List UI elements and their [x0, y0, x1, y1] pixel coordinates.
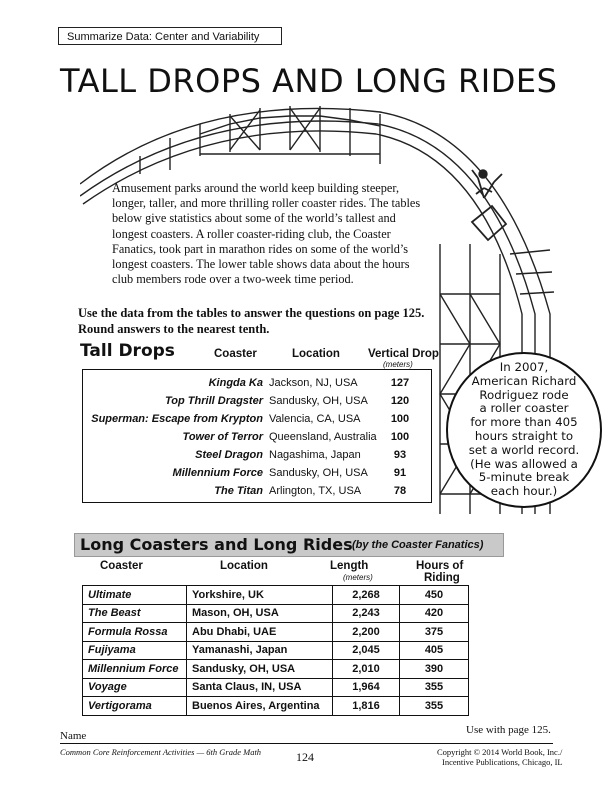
vertical-drop: 78 [393, 485, 407, 497]
coaster-location: Abu Dhabi, UAE [187, 623, 333, 642]
instructions-line-2: Round answers to the nearest tenth. [78, 322, 270, 336]
tall-drops-title: Tall Drops [80, 341, 175, 361]
long-header-location: Location [220, 560, 268, 572]
hours-of-riding: 420 [400, 604, 469, 623]
long-header-length-unit: (meters) [343, 573, 373, 582]
coaster-name: Steel Dragon [195, 449, 263, 461]
table-row [83, 464, 431, 482]
table-row [83, 410, 431, 428]
coaster-location: Yorkshire, UK [187, 586, 333, 605]
callout-line: each hour.) [490, 484, 558, 499]
copyright-line-1: Copyright © 2014 World Book, Inc./ [437, 747, 563, 757]
page-number: 124 [296, 750, 314, 764]
long-header-hours-1: Hours of [416, 560, 464, 572]
coaster-location: Queensland, Australia [269, 431, 377, 443]
hours-of-riding: 375 [400, 623, 469, 642]
callout-line: for more than 405 [470, 415, 578, 430]
copyright-line-2: Incentive Publications, Chicago, IL [442, 757, 563, 767]
hours-of-riding: 405 [400, 641, 469, 660]
instructions [78, 305, 438, 337]
coaster-length: 1,816 [333, 697, 400, 716]
callout-line: a roller coaster [479, 401, 569, 416]
coaster-name: Millennium Force [83, 660, 187, 679]
intro-paragraph: Amusement parks around the world keep building steeper, longer, taller, and more thrilling roller coaster rides. The tables below give statistics about some of the world’s tallest and longest coasters. A roller coaster-riding club, the Coaster Fanatics, took part in marathon rides on some of the world’s longest coasters. The lower table shows data about the hours club members rode over a two-week time period. [112, 181, 421, 287]
table-row [83, 604, 469, 623]
tall-drops-header-drop: Vertical Drop [368, 348, 439, 360]
page-title: TALL DROPS AND LONG RIDES [60, 62, 558, 100]
callout-line: American Richard [471, 373, 577, 388]
instructions-line-1: Use the data from the tables to answer the questions on page 125. [78, 306, 425, 320]
table-row [83, 392, 431, 410]
tall-drops-header-location: Location [292, 348, 340, 360]
tall-drops-table [82, 369, 432, 503]
footer-rule [60, 743, 553, 744]
coaster-location: Sandusky, OH, USA [269, 467, 368, 479]
coaster-name: The Titan [214, 485, 263, 497]
coaster-name: Tower of Terror [182, 431, 263, 443]
coaster-name: Top Thrill Dragster [165, 395, 263, 407]
coaster-location: Mason, OH, USA [187, 604, 333, 623]
coaster-name: Kingda Ka [208, 377, 263, 389]
coaster-name: Vertigorama [83, 697, 187, 716]
callout-line: hours straight to [474, 428, 574, 443]
coaster-name: Fujiyama [83, 641, 187, 660]
vertical-drop: 127 [390, 377, 410, 389]
tall-drops-header-coaster: Coaster [214, 348, 257, 360]
coaster-location: Buenos Aires, Argentina [187, 697, 333, 716]
vertical-drop: 100 [390, 413, 410, 425]
book-credit: Common Core Reinforcement Activities — 6th Grade Math [60, 747, 262, 757]
long-coasters-table [82, 585, 469, 716]
long-header-hours-2: Riding [424, 572, 460, 584]
coaster-location: Sandusky, OH, USA [187, 660, 333, 679]
table-row [83, 446, 431, 464]
callout-line: set a world record. [468, 442, 580, 457]
coaster-name: Superman: Escape from Krypton [91, 413, 263, 425]
coaster-name: Formula Rossa [83, 623, 187, 642]
coaster-location: Nagashima, Japan [269, 449, 361, 461]
table-row [83, 482, 431, 500]
callout-line: 5-minute break [478, 470, 570, 485]
coaster-name: The Beast [83, 604, 187, 623]
long-coasters-title: Long Coasters and Long Rides [80, 535, 353, 554]
coaster-length: 1,964 [333, 678, 400, 697]
table-row [83, 374, 431, 392]
table-row [83, 697, 469, 716]
coaster-name: Millennium Force [172, 467, 263, 479]
long-header-coaster: Coaster [100, 560, 143, 572]
vertical-drop: 91 [393, 467, 407, 479]
tall-drops-header-unit: (meters) [383, 360, 413, 369]
table-row [83, 678, 469, 697]
table-row [83, 641, 469, 660]
coaster-length: 2,243 [333, 604, 400, 623]
hours-of-riding: 355 [400, 678, 469, 697]
vertical-drop: 120 [390, 395, 410, 407]
long-header-length: Length [330, 560, 369, 572]
use-with-note: Use with page 125. [466, 724, 551, 736]
callout-line: Rodriguez rode [479, 387, 569, 402]
coaster-length: 2,268 [333, 586, 400, 605]
coaster-location: Jackson, NJ, USA [269, 377, 358, 389]
vertical-drop: 93 [393, 449, 407, 461]
table-row [83, 586, 469, 605]
table-row [83, 428, 431, 446]
hours-of-riding: 390 [400, 660, 469, 679]
name-label: Name [60, 730, 87, 742]
coaster-location: Yamanashi, Japan [187, 641, 333, 660]
coaster-length: 2,045 [333, 641, 400, 660]
vertical-drop: 100 [390, 431, 410, 443]
coaster-location: Sandusky, OH, USA [269, 395, 368, 407]
coaster-name: Ultimate [83, 586, 187, 605]
coaster-location: Arlington, TX, USA [269, 485, 362, 497]
coaster-name: Voyage [83, 678, 187, 697]
table-row [83, 623, 469, 642]
coaster-length: 2,010 [333, 660, 400, 679]
callout-line: In 2007, [499, 360, 549, 374]
coaster-length: 2,200 [333, 623, 400, 642]
hours-of-riding: 450 [400, 586, 469, 605]
callout-line: (He was allowed a [470, 456, 578, 471]
topic-label: Summarize Data: Center and Variability [58, 27, 282, 45]
long-coasters-subtitle: (by the Coaster Fanatics) [352, 539, 484, 551]
coaster-location: Santa Claus, IN, USA [187, 678, 333, 697]
coaster-location: Valencia, CA, USA [269, 413, 361, 425]
hours-of-riding: 355 [400, 697, 469, 716]
table-row [83, 660, 469, 679]
fact-callout-text [452, 361, 596, 499]
